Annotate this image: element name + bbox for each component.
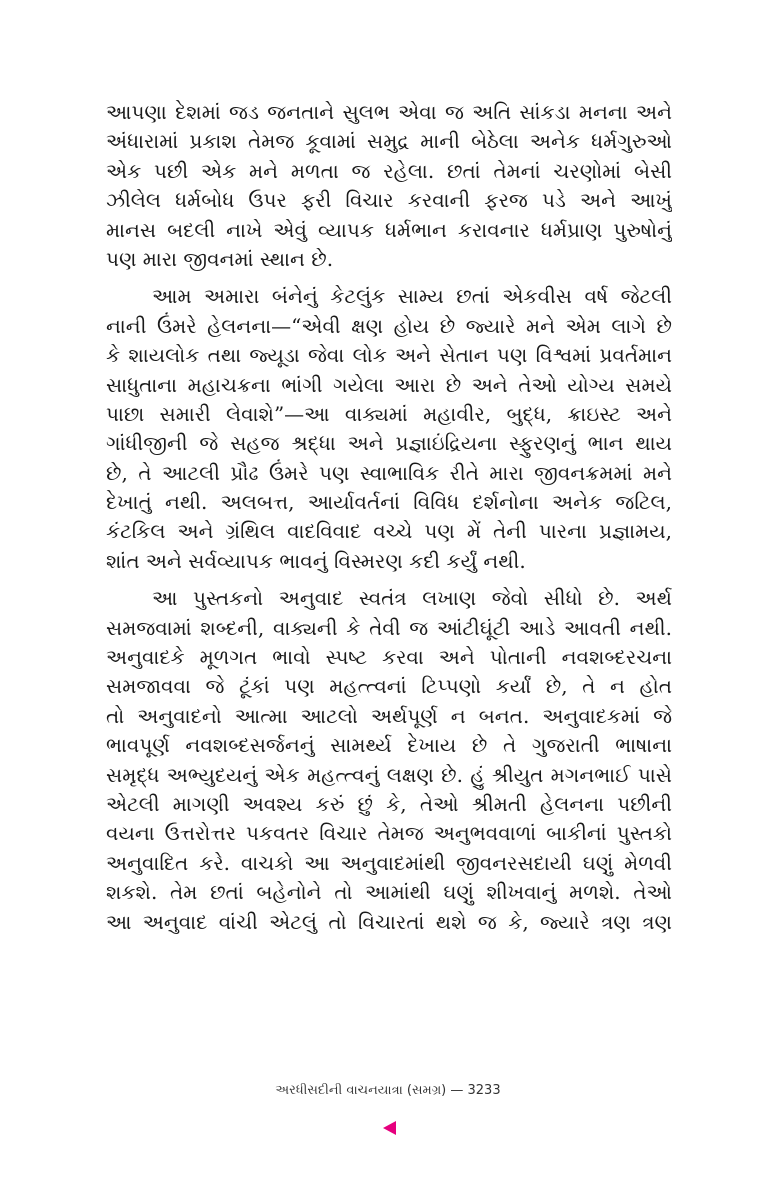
text-line: એક પછી એક મને મળતા જ રહેલા. છતાં તેમનાં ચરણોમાં બેસી xyxy=(106,158,672,183)
text-line: ગાંધીજીની જે સહજ શ્રદ્ધા અને પ્રજ્ઞાઇંદ્રિયના સ્ફુરણનું ભાન થાય xyxy=(106,431,672,456)
text-line: ઝીલેલ ધર્મબોધ ઉપર ફરી વિચાર કરવાની ફરજ પડે અને આખું xyxy=(106,188,672,213)
previous-page-arrow-icon[interactable] xyxy=(383,1121,396,1135)
text-line: સમૃદ્ધ અભ્યુદયનું એક મહત્ત્વનું લક્ષણ છે. હું શ્રીયુત મગનભાઈ પાસે xyxy=(106,762,672,787)
paragraph-gap xyxy=(106,576,672,584)
text-line: આપણા દેશમાં જડ જનતાને સુલભ એવા જ અતિ સાંકડા મનના અને xyxy=(106,100,672,124)
text-line: દેખાતું નથી. અલબત્ત, આર્યાવર્તનાં વિવિધ દર્શનોના અનેક જટિલ, xyxy=(106,490,672,515)
paragraph xyxy=(106,98,672,274)
text-line: આ પુસ્તકનો અનુવાદ સ્વતંત્ર લખાણ જેવો સીધો છે. અર્થ xyxy=(152,586,672,611)
paragraph xyxy=(106,584,672,937)
text-line: પણ મારા જીવનમાં સ્થાન છે. xyxy=(106,246,334,271)
paragraph xyxy=(106,282,672,576)
text-line: અંધારામાં પ્રકાશ તેમજ કૂવામાં સમુદ્ર માની બેઠેલા અનેક ધર્મગુરુઓ xyxy=(106,129,672,154)
text-line: આમ અમારા બંનેનું કેટલુંક સામ્ય છતાં એકવીસ વર્ષ જેટલી xyxy=(152,284,672,309)
text-line: અનુવાદકે મૂળગત ભાવો સ્પષ્ટ કરવા અને પોતાની નવશબ્દરચના xyxy=(106,645,672,670)
text-line: પાછા સમારી લેવાશે”—આ વાક્યમાં મહાવીર, બુદ્ધ, ક્રાઇસ્ટ અને xyxy=(106,401,672,426)
page-footer: અરધીસદીની વાચનયાત્રા (સમગ્ર) — 3233 xyxy=(275,1083,501,1098)
text-line: શાંત અને સર્વવ્યાપક ભાવનું વિસ્મરણ કદી કર્યું નથી. xyxy=(106,548,526,573)
text-line: તો અનુવાદનો આત્મા આટલો અર્થપૂર્ણ ન બનત. અનુવાદકમાં જે xyxy=(106,703,672,728)
text-line: કંટકિલ અને ગ્રંથિલ વાદવિવાદ વચ્ચે પણ મેં તેની પારના પ્રજ્ઞામય, xyxy=(106,519,672,544)
text-line: માનસ બદલી નાખે એવું વ્યાપક ધર્મભાન કરાવનાર ધર્મપ્રાણ પુરુષોનું xyxy=(106,217,672,242)
text-line: શકશે. તેમ છતાં બહેનોને તો આમાંથી ઘણું શીખવાનું મળશે. તેઓ xyxy=(106,880,672,905)
text-line: સાધુતાના મહાચક્રના ભાંગી ગયેલા આરા છે અને તેઓ યોગ્ય સમયે xyxy=(106,372,672,397)
paragraph-gap xyxy=(106,274,672,282)
text-line: એટલી માગણી અવશ્ય કરું છું કે, તેઓ શ્રીમતી હેલનના પછીની xyxy=(106,791,672,816)
text-line: ભાવપૂર્ણ નવશબ્દસર્જનનું સામર્થ્ય દેખાય છે તે ગુજરાતી ભાષાના xyxy=(106,733,672,758)
body-text xyxy=(106,98,672,937)
text-line: વયના ઉત્તરોત્તર પકવતર વિચાર તેમજ અનુભવવાળાં બાકીનાં પુસ્તકો xyxy=(106,821,672,846)
text-line: અનુવાદિત કરે. વાચકો આ અનુવાદમાંથી જીવનરસદાયી ઘણું મેળવી xyxy=(106,850,672,875)
text-line: આ અનુવાદ વાંચી એટલું તો વિચારતાં થશે જ કે, જ્યારે ત્રણ ત્રણ xyxy=(106,909,672,934)
text-line: સમજાવવા જે ટૂંકાં પણ મહત્ત્વનાં ટિપ્પણો કર્યાં છે, તે ન હોત xyxy=(106,674,672,699)
text-line: સમજવામાં શબ્દની, વાક્યની કે તેવી જ આંટીઘૂંટી આડે આવતી નથી. xyxy=(106,615,672,640)
text-line: કે શાયલોક તથા જ્યૂડા જેવા લોક અને સેતાન પણ વિશ્વમાં પ્રવર્તમાન xyxy=(106,343,672,368)
text-line: નાની ઉંમરે હેલનના—“એવી ક્ષણ હોય છે જ્યારે મને એમ લાગે છે xyxy=(106,313,672,338)
text-line: છે, તે આટલી પ્રૌઢ ઉંમરે પણ સ્વાભાવિક રીતે મારા જીવનક્રમમાં મને xyxy=(106,460,672,485)
